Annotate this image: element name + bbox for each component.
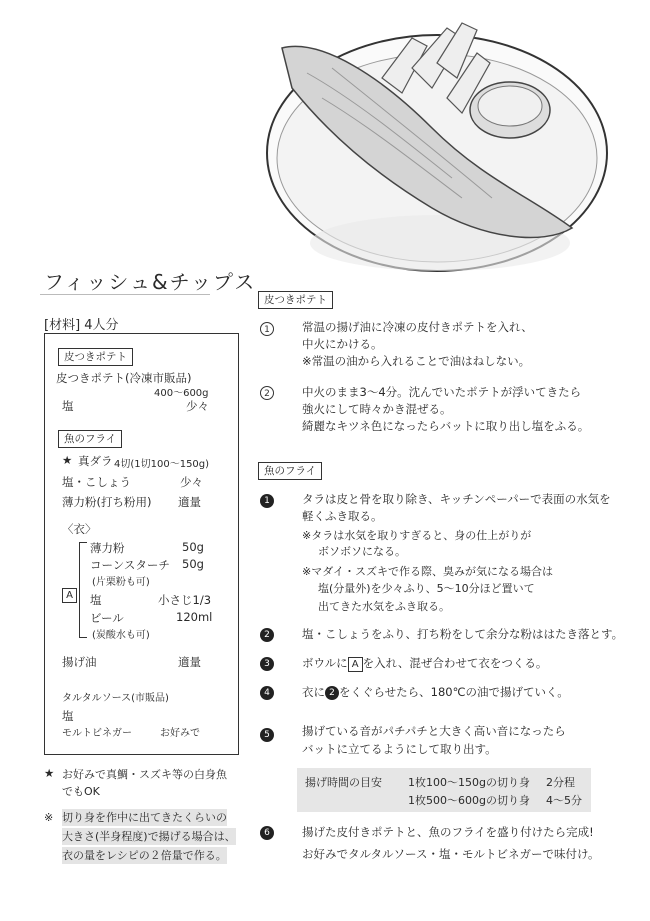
frying-time-value: 4〜5分	[546, 794, 582, 807]
frying-time-label: 揚げ時間の目安	[305, 776, 382, 789]
coat-box-a-ref: A	[348, 657, 363, 672]
condiment-amount: お好みで	[160, 728, 200, 739]
ingredient-name: 薄力粉	[90, 541, 125, 555]
ingredient-name: コーンスターチ	[90, 558, 170, 572]
ingredient-note: (炭酸水も可)	[92, 630, 150, 641]
ingredient-name: 塩	[90, 593, 102, 607]
condiment-name: 塩	[62, 709, 74, 723]
ingredient-amount: 400〜600g	[154, 388, 209, 399]
step-number: 4	[260, 686, 274, 700]
step-text: 中火にかける。	[302, 337, 383, 351]
section-header-fish: 魚のフライ	[258, 459, 322, 480]
step-text: ※常温の油から入れることで油はねしない。	[302, 354, 531, 368]
step-text: 揚げた皮付きポテトと、魚のフライを盛り付けたら完成!	[302, 825, 594, 839]
step-note: ※タラは水気を取りすぎると、身の仕上がりが	[302, 529, 532, 542]
title-divider	[40, 294, 210, 295]
step-text: 強火にして時々かき混ぜる。	[302, 402, 452, 416]
star-icon: ★	[44, 766, 55, 780]
step-note: ※マダイ・スズキで作る際、臭みが気になる場合は	[302, 565, 553, 578]
ingredient-note: (片栗粉も可)	[92, 577, 150, 588]
ingredient-section-fish: 魚のフライ	[58, 427, 122, 448]
step-number: 2	[260, 628, 274, 642]
coat-label: 〈衣〉	[62, 522, 97, 536]
step-note: 出てきた水気をふき取る。	[318, 600, 450, 613]
step-text: ボウルに A を入れ、混ぜ合わせて衣をつくる。	[302, 656, 548, 670]
step-number: 6	[260, 826, 274, 840]
step-number: 5	[260, 728, 274, 742]
frying-time-value: 2分程	[546, 776, 575, 789]
ingredient-name: 皮つきポテト(冷凍市販品)	[56, 371, 192, 385]
ingredient-amount: 120ml	[176, 610, 213, 624]
kome-footnote-line: 切り身を作中に出てきたくらいの	[62, 811, 227, 824]
frying-time-size: 1枚100〜150gの切り身	[408, 776, 530, 789]
step-text: 塩・こしょうをふり、打ち粉をして余分な粉ははたき落とす。	[302, 627, 624, 641]
ingredient-name: ビール	[90, 611, 124, 625]
kome-footnote-line: 大きさ(半身程度)で揚げる場合は、	[62, 830, 236, 843]
step-note: ボソボソになる。	[318, 545, 406, 558]
kome-mark: ※	[44, 811, 54, 824]
step-number: 1	[260, 494, 274, 508]
ingredient-name: 薄力粉(打ち粉用)	[62, 495, 152, 509]
ingredient-name: 真ダラ	[78, 454, 113, 468]
coat-box-a: A	[62, 583, 77, 603]
ingredient-amount: 小さじ1/3	[158, 593, 212, 607]
step-text: 軽くふき取る。	[302, 509, 383, 523]
star-footnote-line: お好みで真鯛・スズキ等の白身魚	[62, 768, 227, 781]
ingredient-amount: 適量	[178, 495, 201, 509]
step-number: 3	[260, 657, 274, 671]
condiment-name: タルタルソース(市販品)	[62, 693, 169, 704]
step-number: 1	[260, 322, 274, 336]
ingredient-amount: 少々	[186, 399, 209, 413]
step-number: 2	[260, 386, 274, 400]
ingredient-amount: 4切(1切100〜150g)	[114, 459, 210, 470]
step-ref-badge: 2	[325, 686, 339, 700]
star-footnote-line: でもOK	[62, 785, 100, 798]
section-header-potato: 皮つきポテト	[258, 288, 333, 309]
step-text: 綺麗なキツネ色になったらバットに取り出し塩をふる。	[302, 419, 590, 433]
ingredient-section-potato: 皮つきポテト	[58, 345, 133, 366]
step-text: お好みでタルタルソース・塩・モルトビネガーで味付け。	[302, 847, 600, 861]
ingredient-amount: 50g	[182, 557, 204, 571]
ingredient-amount: 適量	[178, 655, 201, 669]
step-text: 揚げている音がパチパチと大きく高い音になったら	[302, 724, 566, 738]
frying-time-size: 1枚500〜600gの切り身	[408, 794, 530, 807]
ingredient-amount: 少々	[180, 475, 203, 489]
kome-footnote-line: 衣の量をレシピの２倍量で作る。	[62, 849, 227, 862]
ingredient-name: 揚げ油	[62, 655, 97, 669]
ingredient-name: 塩・こしょう	[62, 475, 131, 489]
coat-bracket	[79, 542, 87, 638]
servings-label: [材料] 4人分	[44, 318, 119, 333]
step-text: タラは皮と骨を取り除き、キッチンペーパーで表面の水気を	[302, 492, 611, 506]
condiment-name: モルトビネガー	[62, 728, 132, 739]
ingredient-name: 塩	[62, 399, 74, 413]
step-note: 塩(分量外)を少々ふり、5〜10分ほど置いて	[318, 582, 535, 595]
ingredient-amount: 50g	[182, 540, 204, 554]
fish-and-chips-illustration	[262, 18, 612, 288]
star-icon: ★	[62, 453, 73, 467]
step-text: バットに立てるようにして取り出す。	[302, 742, 497, 756]
recipe-title: フィッシュ&チップス	[44, 270, 257, 294]
step-text: 常温の揚げ油に冷凍の皮付きポテトを入れ、	[302, 320, 533, 334]
step-text: 衣に 2 をくぐらせたら、180℃の油で揚げていく。	[302, 685, 569, 699]
step-text: 中火のまま3〜4分。沈んでいたポテトが浮いてきたら	[302, 385, 582, 399]
